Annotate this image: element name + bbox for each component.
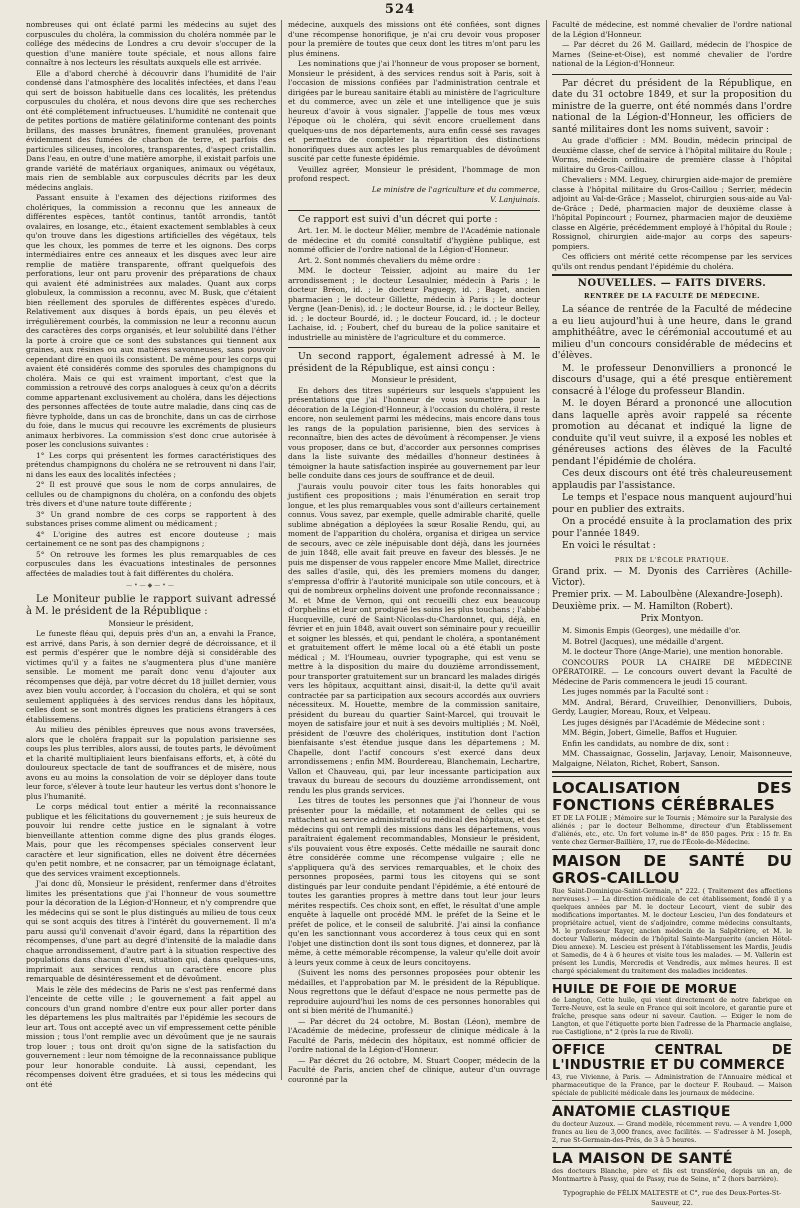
paragraph: La séance de rentrée de la Faculté de médecine a eu lieu aujourd'hui à une heure, dans le grand amphithéâtre, avec le cérémonial accoutumé et au milieu d'un concours considérable de médecins et d'élèves. (552, 304, 792, 361)
section-heading: NOUVELLES. — FAITS DIVERS. (577, 278, 767, 289)
ad-title: HUILE DE FOIE DE MORUE (552, 981, 738, 996)
paragraph: J'aurais voulu pouvoir citer tous les faits honorables qui justifient ces propositions ; mais l'énumération en serait trop longue, et les plus remarquables vous sont d'ailleurs certainement connus. Vous savez, par exemple, quelle admirable charité, quelle sublime abnégation a déployées la sœur Rosalie Rendu, qui, au moment de l'apparition du choléra, organisa et dirigea un service de secours, avec ce zèle inépuisable dont déjà, dans les journées de juin 1848, elle avait fait preuve en faveur des blessés. Je ne puis me dispenser de vous rappeler encore Mme Mallet, directrice des salles d'asile, qui, dès les premiers momens du danger, s'empressa d'offrir à l'autorité municipale son utile concours, et à qui de nombreux orphelins doivent une profonde reconnaissance ; M. et Mme de Vernon, qui ont recueilli chez eux beaucoup d'orphelins et leur ont prodigué les soins les plus touchans ; l'abbé Hucqueville, curé de Saint-Nicolas-du-Chardonnet, qui, déjà, en février et en juin 1848, avait ouvert son séminaire pour y recueillir et soigner les blessés, et qui, pendant le choléra, a spontanément et gratuitement offert le même local où a été établi un poste médical ; M. l'Houmeau, ouvrier typographe, qui est venu se mettre à la disposition du maire du douzième arrondissement, pour transporter gratuitement sur un brancard les malades dirigés vers les hôpitaux, acquittant ainsi, disait-il, la dette qu'il avait contractée par sa participation aux secours accordés aux ouvriers nécessiteux. M. Houette, membre de la commission sanitaire, président du bureau du quartier Saint-Marcel, qui trouvait le moyen de satisfaire jour et nuit à ses devoirs multipliés ; M. Noël, président de l'œuvre des cholériques, institution dont l'action bienfaisante s'est étendue jusque dans les départemens ; M. Chapelle, dont l'actif concours s'est exercé dans deux arrondissemens ; enfin MM. Bourdereau, Blanchemain, Lechartre, Vallon et Chauveau, qui, par leur incessante participation aux travaux du bureau de secours du douzième arrondissement, ont rendu les plus grands services. (288, 481, 540, 795)
paragraph: Ces deux discours ont été très chaleureusement applaudis par l'assistance. (552, 468, 792, 491)
salutation: Monsieur le président, (371, 375, 457, 384)
paragraph: Par décret du président de la République, en date du 31 octobre 1849, et sur la proposition du ministre de la guerre, ont été nommés dans l'ordre national de la Légion-d'Honneur, les officiers de santé militaires dont les noms suivent, savoir : (552, 77, 792, 135)
paragraph: M. le doyen Bérard a prononcé une allocution dans laquelle après avoir rappelé sa récente promotion au décanat et indiqué la ligne de conduite qu'il veut suivre, il a exposé les nobles et généreuses actions des élèves de la Faculté pendant l'épidémie de choléra. (552, 398, 792, 467)
conclusion-item: 3° Un grand nombre de ces corps se rapportent à des substances prises comme aliment ou médicament ; (26, 509, 276, 528)
ad-body: des docteurs Blanche, père et fils est transférée, depuis un an, de Montmartre à Passy, quai de Passy, rue de Seine, n° 2 (hors barrière). (552, 1167, 792, 1183)
conclusion-item: 2° Il est prouvé que sous le nom de corps annulaires, de cellules ou de champignons du choléra, on a confondu des objets très divers et d'une nature toute différente ; (26, 480, 276, 508)
ad-body: ET DE LA FOLIE ; Mémoire sur le Tournis ; Mémoire sur la Paralysie des aliénés ; par le docteur Belhomme, directeur d'un Établissement d'aliénés, etc., etc. Un fort volume in-8° de 850 pages. Prix : 15 fr. En vente chez Germer-Baillière, 17, rue de l'École-de-Médecine. (552, 814, 792, 846)
ad-title: ANATOMIE CLASTIQUE (552, 1104, 731, 1120)
salutation: Monsieur le président, (108, 618, 194, 628)
column-rule-right (546, 20, 547, 1080)
double-rule (552, 274, 792, 276)
signature-role: Le ministre de l'agriculture et du commerce, (371, 184, 540, 194)
paragraph: Le temps et l'espace nous manquent aujourd'hui pour en publier des extraits. (552, 492, 792, 515)
paragraph: Les juges nommés par la Faculté sont : (562, 687, 709, 696)
paragraph: On a procédé ensuite à la proclamation des prix pour l'année 1849. (552, 516, 792, 539)
conclusion-item: 5° On retrouve les formes les plus remarquables de ces corpuscules dans les évacuations intestinales de personnes affectées de maladies tout à fait différentes du choléra. (26, 549, 276, 578)
advertisement (552, 1100, 792, 1147)
paragraph: Les titres de toutes les personnes que j'ai l'honneur de vous présenter pour la médaille, et notamment de celles qui se rattachent au service administratif ou médical des hôpitaux, et des médecins qui ont rempli des missions dans les départemens, vous paraîtraient également recommandables, Monsieur le président, s'ils pouvaient vous être exposés. Cette médaille ne saurait donc être considérée comme une récompense vulgaire ; elle ne s'appliquera qu'à des services remarquables, et le choix des personnes proposées, parmi tous les citoyens qui se sont distingués par leur conduite pendant l'épidémie, a été entouré de toutes les garanties propres à mettre dans tout leur jour leurs mérites respectifs. Ces choix sont, en effet, le résultat d'une ample enquête à laquelle ont procédé MM. le préfet de la Seine et le préfet de police, et le conseil de salubrité. J'ai ainsi la confiance qu'en les sanctionnant vous accorderez à tous ceux qui en sont l'objet une distinction dont ils sont tous dignes, et donnerez, par là même, à cette mémorable récompense, la valeur qu'elle doit avoir à leurs yeux comme à ceux de leurs concitoyens. (288, 796, 540, 967)
column-3 (552, 20, 792, 1207)
prize-line: M. le docteur Thore (Ange-Marie), une mention honorable. (562, 647, 783, 656)
ad-body: du docteur Auzoux. — Grand modèle, récemment revu. — A vendre 1,000 francs au lieu de 3,000 francs, avec facilités. — S'adresser à M. Joseph, 2, rue St-Germain-des-Prés, de 3 à 5 heures. (552, 1120, 792, 1144)
ad-title: LA MAISON DE SANTÉ (552, 1151, 733, 1167)
paragraph: Le corps médical tout entier a mérité la reconnaissance publique et les félicitations du gouvernement ; je suis heureux de pouvoir lui rendre cette justice en le signalant à votre bienveillante attention comme digne des plus grands éloges. Mais, pour que les récompenses spéciales conservent leur caractère et leur signification, elles ne doivent être décernées qu'en petit nombre, et ne consacrer, par un témoignage éclatant, que des services vraiment exceptionnels. (26, 802, 276, 878)
paragraph: Au grade d'officier : MM. Boudin, médecin principal de deuxième classe, chef de service à l'hôpital militaire du Roule ; Worms, médecin ordinaire de première classe à l'hôpital militaire du Gros-Caillou. (552, 136, 792, 174)
conclusion-item: 1° Les corps qui présentent les formes caractéristiques des prétendus champignons du choléra ne se retrouvent ni dans l'air, ni dans les eaux des localités infectées ; (26, 450, 276, 479)
paragraph: médecine, auxquels des missions ont été confiées, sont dignes d'une récompense honorifique, je n'ai cru devoir vous proposer pour la première de toutes que ceux dont les titres m'ont paru les plus éminens. (288, 20, 540, 58)
ad-title: OFFICE CENTRAL DE L'INDUSTRIE ET DU COMMERCE (552, 1043, 792, 1073)
paragraph: Au milieu des pénibles épreuves que nous avons traversées, alors que le choléra frappait sur la population parisienne ses coups les plus terribles, alors aussi, de toutes parts, le dévoûment et la charité multipliaient leurs bienfaisans efforts, et, à côté du douloureux spectacle de tant de souffrances et de misère, nous avons eu au moins la consolation de voir se déployer dans toute leur force, s'élever à toute leur hauteur les vertus dont s'honore le plus l'humanité. (26, 725, 276, 801)
paragraph: — Par décret du 26 M. Gaillard, médecin de l'hospice de Marnes (Seine-et-Oise), est nommé chevalier de l'ordre national de la Légion-d'Honneur. (552, 40, 792, 68)
advertisement (552, 1147, 792, 1186)
printer-imprint: Typographie de FÉLIX MALTESTE et C°, rue des Deux-Portes-St-Sauveur, 22. (562, 1189, 782, 1207)
prize-heading: PRIX DE L'ÉCOLE PRATIQUE. (614, 555, 730, 564)
prize-line: Premier prix. — M. Laboulbène (Alexandre-Joseph). (552, 590, 783, 600)
divider (288, 210, 540, 211)
paragraph: Faculté de médecine, est nommé chevalier de l'ordre national de la Légion d'Honneur. (552, 20, 792, 39)
advertisement (552, 1039, 792, 1100)
ornament-separator: —•—◆—•— (126, 582, 176, 589)
divider (552, 74, 792, 75)
prize-line: Deuxième prix. — M. Hamilton (Robert). (552, 602, 733, 612)
paragraph: MM. Andral, Bérard, Cruveilhier, Denonvilliers, Dubois, Gerdy, Laugier, Moreau, Roux, et Velpeau. (552, 697, 792, 716)
double-rule (552, 771, 792, 773)
section-lead: Un second rapport, également adressé à M. le président de la République, est ainsi conçu : (288, 351, 540, 374)
article: MM. le docteur Teissier, adjoint au maire du 1er arrondissement ; le docteur Lesaulnier, médecin à Paris ; le docteur Bréon, id. ; le docteur Paguegy, id. ; Baget, ancien pharmacien ; le docteur Gillette, médecin à Paris ; le docteur Vergne (Jean-Denis), id. ; le docteur Bourse, id. ; le docteur Belley, id. ; le docteur Bourdé, id. ; le docteur Foucard, id. ; le docteur Lachaise, id. ; Foubert, chef du bureau de la police sanitaire et industrielle au ministère de l'agriculture et du commerce. (288, 266, 540, 342)
advertisement (552, 978, 792, 1039)
ad-body: Rue Saint-Dominique-Saint-Germain, n° 222. ( Traitement des affections nerveuses.) — La direction médicale de cet établissement, fondé il y a quelques années par M. le docteur Lecourt, vient de subir des modifications importantes. M. le docteur Lescieu, l'un des fondateurs et propriétaire actuel, vient de s'adjoindre, comme médecins consultants, M. le professeur Rayer, ancien médecin de la Salpêtrière, et M. le docteur Vallerin, médecin de l'hôpital Sainte-Marguerite (ancien Hôtel-Dieu annexe). M. Lescieu est présent à l'établissement les Mardis, Jeudis et Samedis, de 4 à 6 heures et visite tous les malades. — M. Vallerin est présent les Lundis, Mercredis et Vendredis, aux mêmes heures. Il est chargé spécialement du traitement des maladies incidentes. (552, 887, 792, 975)
paragraph: Enfin les candidats, au nombre de dix, sont : (562, 738, 730, 748)
paragraph: En dehors des titres supérieurs sur lesquels s'appuient les présentations que j'ai l'honneur de vous soumettre pour la décoration de la Légion-d'Honneur, à l'occasion du choléra, il reste encore, non seulement parmi les médecins, mais encore dans tous les rangs de la population parisienne, bien des services à reconnaître, bien des actes de dévoûment à récompenser. Je viens vous proposer, dans ce but, d'accorder aux personnes comprises dans la liste suivante des médailles d'honneur destinées à témoigner la haute satisfaction inspirée au gouvernement par leur belle conduite dans ces jours de souffrance et de deuil. (288, 385, 540, 480)
paragraph: — Par décret du 26 octobre, M. Stuart Cooper, médecin de la Faculté de Paris, ancien chef de clinique, auteur d'un ouvrage couronné par la (288, 1055, 540, 1084)
paragraph: Le funeste fléau qui, depuis près d'un an, a envahi la France, est arrivé, dans Paris, à son dernier degré de décroissance, et il est permis d'espérer que le nombre déjà si considérable des victimes qu'il y a faites ne s'augmentera plus d'une manière sensible. Le moment me paraît donc venu d'ajouter aux récompenses que déjà, par votre décret du 18 juillet dernier, vous avez bien voulu accorder, à l'occasion du choléra, et qui se sont seulement appliquées à des services rendus dans les hôpitaux, celles dont se sont montrés dignes les praticiens étrangers à ces établissemens. (26, 629, 276, 724)
paragraph: Elle a d'abord cherché à découvrir dans l'humidité de l'air condensé dans l'atmosphère des localités infectées, et dans l'eau qui sert de boisson habituelle dans ces localités, les prétendus corpuscules du choléra, et nous devons dire que ses recherches ont été complétement infructueuses. L'humidité ne contenait que de petites portions de matière gélatiniforme contenant des points brillans, des masses brunâtres, finement granulées, provenant évidemment des fumées de charbon de terre, et parfois des particules siliceuses, incolores, transparentes, d'aspect cristallin. Dans l'eau, en outre d'une matière amorphe, il existait parfois une grande variété de matériaux organiques, animaux ou végétaux, mais rien de semblable aux corpuscules décrits par les deux médecins anglais. (26, 68, 276, 192)
ad-title: MAISON DE SANTÉ DU GROS-CAILLOU (552, 852, 792, 887)
prize-line: Grand prix. — M. Dyonis des Carrières (Achille-Victor). (552, 567, 792, 588)
paragraph: Les nominations que j'ai l'honneur de vous proposer se bornent, Monsieur le président, à des services rendus soit à Paris, soit à l'occasion de missions confiées par l'administration centrale et dirigées par le bureau sanitaire établi au ministère de l'agriculture et du commerce, avec un zèle et une intelligence que je suis heureux d'avoir à vous signaler. J'appelle de tous mes vœux l'époque où le choléra, qui sévit encore cruellement dans quelques-uns de nos départements, aura enfin cessé ses ravages et permettra de compléter la répartition des distinctions honorifiques dues aux actes les plus remarquables de dévoûment suscité par cette funeste épidémie. (288, 59, 540, 163)
article: Art. 2. Sont nommés chevaliers du même ordre : (298, 255, 481, 265)
paragraph: Chevaliers : MM. Leguey, chirurgien aide-major de première classe à l'hôpital militaire du Gros-Caillou ; Serrier, médecin adjoint au Val-de-Grâce ; Masselot, chirurgien sous-aide au Val-de-Grâce ; Dedé, pharmacien major de deuxième classe à l'hôpital Popincourt ; Fournez, pharmacien major de deuxième classe en Algérie, précédemment employé à l'hôpital du Roule ; Rossignol, chirurgien aide-major au corps des sapeurs-pompiers. (552, 175, 792, 251)
page-number: 524 (384, 2, 416, 17)
paragraph: nombreuses qui ont éclaté parmi les médecins au sujet des corpuscules du choléra, la commission du choléra nommée par le collége des médecins de Londres a cru devoir s'occuper de la question d'une manière toute spéciale, et nous allons faire connaître à nos lecteurs les résultats auxquels elle est arrivée. (26, 20, 276, 67)
paragraph: J'ai donc dû, Monsieur le président, renfermer dans d'étroites limites les présentations que j'ai l'honneur de vous soumettre pour la décoration de la Légion-d'Honneur, et n'y comprendre que les médecins qui se sont le plus distingués au milieu de tous ceux qui se sont acquis des titres à l'intérêt du gouvernement. Il m'a paru aussi qu'il convenait d'avoir égard, dans la répartition des récompenses, d'une part au degré d'intensité de la maladie dans chaque arrondissement, d'autre part à la situation respective des populations dans chacun d'eux, situation qui, dans quelques-uns, imprimait aux services rendus un caractère encore plus remarquable de désintéressement et de dévoûment. (26, 879, 276, 983)
divider (288, 347, 540, 348)
advertisement (552, 849, 792, 978)
paragraph: Ces officiers ont mérité cette récompense par les services qu'ils ont rendus pendant l'épidémie du choléra. (552, 252, 792, 271)
ad-body: de Langton, Cette huile, qui vient directement de notre fabrique en Terre-Neuve, est la seule en France qui soit incolore, et garantie pure et fraîche, presque sans odeur ni saveur. Caution. — Exiger le nom de Langton, et que l'étiquette porte bien l'adresse de la Pharmacie anglaise, rue Castiglione, n° 2 (près la rue de Rivoli). (552, 996, 792, 1036)
paragraph: Les juges désignés par l'Académie de Médecine sont : (562, 717, 765, 727)
advertisement (552, 776, 792, 849)
prize-line: M. Botrel (Jacques), une médaille d'argent. (562, 636, 724, 646)
article: Art. 1er. M. le docteur Mélier, membre de l'Académie nationale de médecine et du comité consultatif d'hygiène publique, est nommé officier de l'ordre national de la Légion-d'Honneur. (288, 226, 540, 254)
paragraph: MM. Bégin, Jobert, Gimelle, Baffos et Huguier. (562, 728, 738, 737)
section-lead: Le Moniteur publie le rapport suivant adressé à M. le président de la République : (26, 593, 276, 617)
column-2 (288, 20, 540, 1082)
prize-subheading: Prix Montyon. (640, 614, 704, 624)
ad-title: LOCALISATION DES FONCTIONS CÉRÉBRALES (552, 779, 792, 814)
paragraph: Mais le zèle des médecins de Paris ne s'est pas renfermé dans l'enceinte de cette ville ; le gouvernement a fait appel au concours d'un grand nombre d'entre eux pour aller porter dans les départemens les plus maltraités par l'épidémie les secours de leur art. Tous ont accepté avec un vif empressement cette pénible mission ; tous l'ont remplie avec un dévoûment que je ne saurais trop louer ; tous ont droit qu'on signe de la satisfaction du gouvernement : leur nom témoigne de la reconnaissance publique pour leur honorable conduite. Là aussi, cependant, les récompenses doivent être graduées, et si tous les médecins qui ont été (26, 984, 276, 1089)
paragraph: Passant ensuite à l'examen des déjections riziformes des cholériques, la commission a reconnu que les anneaux de différentes espèces, tantôt continus, tantôt arrondis, tantôt ovalaires, en losange, etc., étaient exactement semblables à ceux qu'on trouve dans les digestions artificielles des végétaux, tels que les choux, les pommes de terre et les oignons. Des corps intermédiaires entre ces anneaux et les disques avec leur aire remplie de matière transparente, offrant quelquefois des perforations, leur ont paru provenir des préparations de chaux qui avaient été administrées aux malades. Quant aux corps globuleux, la commission a reconnu, avec M. Busk, que c'étaient bien réellement des sporules de différentes espèces d'uredo. Relativement aux disques à bords épais, un peu élevés et irrégulièrement courbés, la commission ne leur a reconnu aucun des caractères des corps organisés, et leur solubilité dans l'éther la porte à croire que ce sont des substances qui tiennent aux graines, aux résines ou aux matières savonneuses, sans pouvoir cependant dire en quoi ils consistent. De même pour les corps qui avaient été considérés comme des sporules des champignons du choléra. Mais ce qui est vraiment important, c'est que la commission a retrouvé des corps analogues à ceux qu'on a décrits comme appartenant exclusivement au choléra, dans les déjections des personnes affectées de toute autre maladie, dans cinq cas de fièvre typhoïde, dans un cas de bronchite, dans un cas de cirrhose du foie, dans le mucus qui recouvre les excréments de plusieurs animaux herbivores. La commission s'est donc crue autorisée à poser les conclusions suivantes : (26, 193, 276, 449)
ad-body: 43, rue Vivienne, à Paris. — Administration de l'Annuaire médical et pharmaceutique de la France, par le docteur F. Roubaud. — Maison spéciale de publicité médicale dans les journaux de médecine. (552, 1073, 792, 1097)
column-1 (26, 20, 276, 1089)
paragraph: M. le professeur Denonvilliers a prononcé le discours d'usage, qui a été presque entièrement consacré à l'éloge du professeur Blandin. (552, 362, 792, 397)
prize-line: M. Simonis Empis (Georges), une médaille d'or. (562, 626, 741, 635)
conclusion-item: 4° L'origine des autres est encore douteuse ; mais certainement ce ne sont pas des champignons ; (26, 529, 276, 548)
paragraph: (Suivent les noms des personnes proposées pour obtenir les médailles, et l'approbation par M. le président de la République. Nous regrettons que le défaut d'espace ne nous permette pas de reproduire aujourd'hui les noms de ces personnes honorables qui ont si bien mérité de l'humanité.) (288, 968, 540, 1015)
paragraph: Veuillez agréer, Monsieur le président, l'hommage de mon profond respect. (288, 164, 540, 183)
paragraph: MM. Chassaignac, Gosselin, Jarjavay, Lenoir, Maisonneuve, Malgaigne, Nélaton, Richet, Robert, Sanson. (552, 749, 792, 768)
subsection-heading: RENTRÉE DE LA FACULTÉ DE MÉDECINE. (584, 291, 760, 300)
signature-name: V. Lanjuinais. (490, 195, 540, 204)
section-lead: Ce rapport est suivi d'un décret qui porte : (298, 213, 498, 225)
paragraph: En voici le résultat : (562, 540, 656, 551)
paragraph: — Par décret du 24 octobre, M. Bostan (Léon), membre de l'Académie de médecine, professeur de clinique médicale à la Faculté de Paris, médecin des hôpitaux, est nommé officier de l'ordre national de la Légion-d'Honneur. (288, 1016, 540, 1054)
paragraph: CONCOURS POUR LA CHAIRE DE MÉDECINE OPÉRATOIRE. — Le concours ouvert devant la Faculté de Médecine de Paris commencera le jeudi 15 courant. (552, 657, 792, 686)
column-rule-left (281, 20, 282, 1080)
